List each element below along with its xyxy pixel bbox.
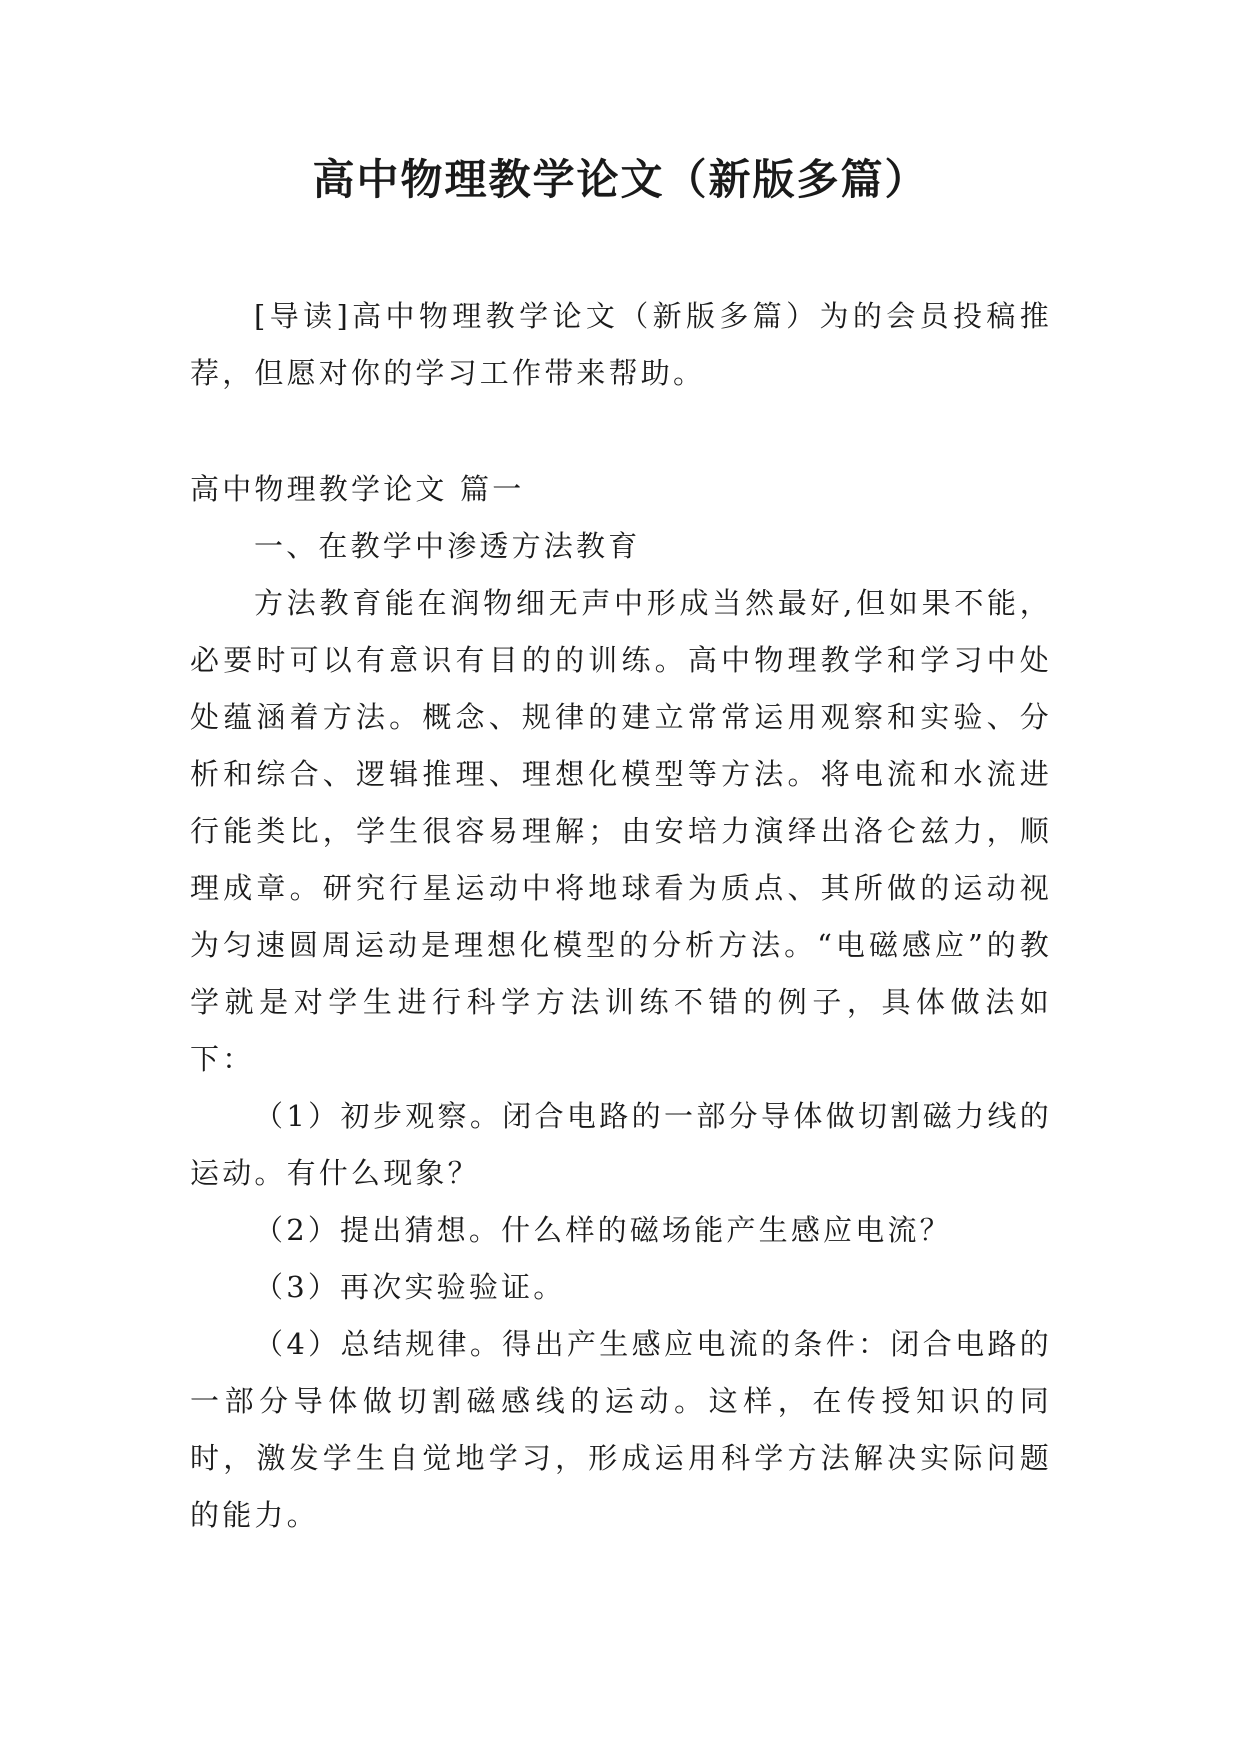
step-item-1: （1）初步观察。闭合电路的一部分导体做切割磁力线的运动。有什么现象？ [190,1099,1052,1190]
subheading: 一、在教学中渗透方法教育 [254,529,641,563]
body-paragraph: 方法教育能在润物细无声中形成当然最好,但如果不能，必要时可以有意识有目的的训练。高中物理教学和学习中处处蕴涵着方法。概念、规律的建立常常运用观察和实验、分析和综合、逻辑推理、理想化模型等方法。将电流和水流进行能类比，学生很容易理解；由安培力演绎出洛仑兹力，顺理成章。研究行星运动中将地球看为质点、其所做的运动视为匀速圆周运动是理想化模型的分析方法。“电磁感应”的教学就是对学生进行科学方法训练不错的例子，具体做法如下： [190,586,1052,1076]
article-body [190,461,1052,1544]
intro-paragraph: [导读]高中物理教学论文（新版多篇）为的会员投稿推荐，但愿对你的学习工作带来帮助。 [190,299,1052,390]
section-heading: 高中物理教学论文 篇一 [190,472,525,506]
step-item-3: （3）再次实验验证。 [254,1270,566,1304]
step-item-2: （2）提出猜想。什么样的磁场能产生感应电流？ [254,1213,952,1247]
step-item-4: （4）总结规律。得出产生感应电流的条件：闭合电路的一部分导体做切割磁感线的运动。这样，在传授知识的同时，激发学生自觉地学习，形成运用科学方法解决实际问题的能力。 [190,1327,1052,1532]
intro-block [190,288,1052,402]
document-title: 高中物理教学论文（新版多篇） [312,155,929,204]
